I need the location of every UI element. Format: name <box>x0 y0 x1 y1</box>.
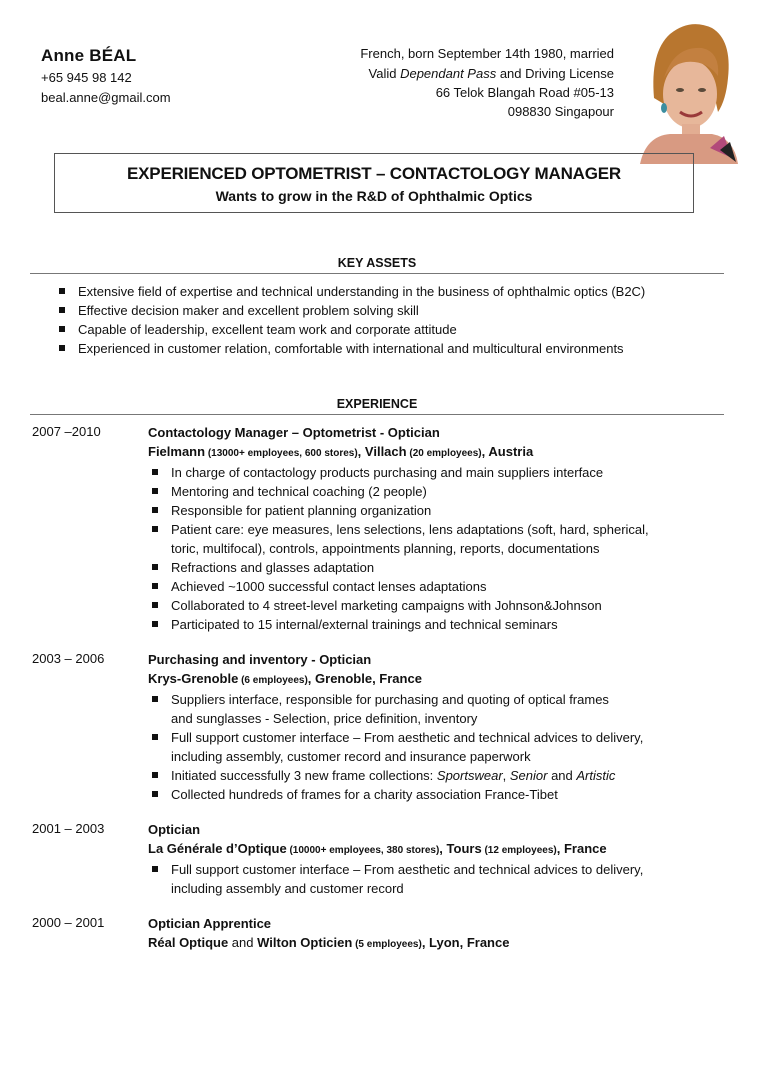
bullet-square-icon <box>59 326 65 332</box>
pass-license-line: Valid Dependant Pass and Driving License <box>368 66 614 81</box>
address-line-1: 66 Telok Blangah Road #05-13 <box>435 85 614 100</box>
list-item: Collected hundreds of frames for a charity association France-Tibet <box>171 785 643 804</box>
job-entry <box>148 820 643 898</box>
bullet-square-icon <box>59 288 65 294</box>
list-item: In charge of contactology products purchasing and main suppliers interface <box>171 463 649 482</box>
headline-box <box>54 153 694 213</box>
bullet-square-icon <box>152 772 158 778</box>
job-title: Contactology Manager – Optometrist - Optician <box>148 425 440 440</box>
bullet-square-icon <box>152 564 158 570</box>
address-line-2: 098830 Singapour <box>507 104 614 119</box>
job-employer: La Générale d’Optique (10000+ employees, 380 stores), Tours (12 employees), France <box>148 841 607 856</box>
bullet-square-icon <box>59 307 65 313</box>
job-duties <box>171 463 649 634</box>
profile-photo <box>640 12 738 164</box>
bullet-square-icon <box>152 507 158 513</box>
headline-subtitle: Wants to grow in the R&D of Ophthalmic Optics <box>215 188 533 204</box>
pass-type: Dependant Pass <box>400 66 497 81</box>
bullet-square-icon <box>152 791 158 797</box>
job-title: Optician <box>148 822 201 837</box>
job-dates: 2007 –2010 <box>32 424 101 439</box>
experience-heading: EXPERIENCE <box>336 397 418 411</box>
job-entry <box>148 914 509 954</box>
list-item: Mentoring and technical coaching (2 people) <box>171 482 649 501</box>
job-dates: 2003 – 2006 <box>32 651 105 666</box>
key-assets-divider <box>30 273 724 274</box>
list-item: Achieved ~1000 successful contact lenses adaptations <box>171 577 649 596</box>
list-item: Patient care: eye measures, lens selections, lens adaptations (soft, hard, spherical, <box>171 520 649 539</box>
job-employer: Krys-Grenoble (6 employees), Grenoble, France <box>148 671 422 686</box>
bullet-square-icon <box>152 488 158 494</box>
list-item-continuation: toric, multifocal), controls, appointments planning, reports, documentations <box>171 541 600 556</box>
email-address: beal.anne@gmail.com <box>41 90 171 105</box>
list-item: Full support customer interface – From aesthetic and technical advices to delivery, <box>171 860 643 879</box>
list-item: Collaborated to 4 street-level marketing campaigns with Johnson&Johnson <box>171 596 649 615</box>
job-duties <box>171 690 643 804</box>
job-title: Purchasing and inventory - Optician <box>148 652 372 667</box>
bullet-square-icon <box>152 526 158 532</box>
list-item: Initiated successfully 3 new frame collections: Sportswear, Senior and Artistic <box>171 766 643 785</box>
candidate-name: Anne BÉAL <box>41 46 137 65</box>
list-item: Extensive field of expertise and technical understanding in the business of ophthalmic optics (B2C) <box>78 282 645 301</box>
job-duties <box>171 860 643 898</box>
key-assets-list <box>78 282 645 358</box>
personal-info-line: French, born September 14th 1980, married <box>360 46 614 61</box>
bullet-square-icon <box>152 469 158 475</box>
list-item-continuation: including assembly and customer record <box>171 881 404 896</box>
job-dates: 2001 – 2003 <box>32 821 105 836</box>
bullet-square-icon <box>152 602 158 608</box>
list-item: Participated to 15 internal/external trainings and technical seminars <box>171 615 649 634</box>
job-title: Optician Apprentice <box>148 916 272 931</box>
list-item: Refractions and glasses adaptation <box>171 558 649 577</box>
job-employer: Réal Optique and Wilton Opticien (5 employees), Lyon, France <box>148 935 510 950</box>
bullet-square-icon <box>152 621 158 627</box>
list-item: Effective decision maker and excellent problem solving skill <box>78 301 645 320</box>
list-item: Experienced in customer relation, comfortable with international and multicultural environments <box>78 339 645 358</box>
list-item-continuation: and sunglasses - Selection, price definition, inventory <box>171 711 478 726</box>
bullet-square-icon <box>152 583 158 589</box>
job-entry <box>148 650 643 804</box>
job-entry <box>148 423 649 634</box>
headline-title: EXPERIENCED OPTOMETRIST – CONTACTOLOGY MANAGER <box>127 164 621 183</box>
list-item: Responsible for patient planning organization <box>171 501 649 520</box>
key-assets-heading: KEY ASSETS <box>337 256 417 270</box>
list-item: Capable of leadership, excellent team work and corporate attitude <box>78 320 645 339</box>
phone-number: +65 945 98 142 <box>41 70 132 85</box>
list-item: Full support customer interface – From aesthetic and technical advices to delivery, <box>171 728 643 747</box>
job-employer: Fielmann (13000+ employees, 600 stores), Villach (20 employees), Austria <box>148 444 534 459</box>
experience-divider <box>30 414 724 415</box>
bullet-square-icon <box>59 345 65 351</box>
bullet-square-icon <box>152 696 158 702</box>
bullet-square-icon <box>152 866 158 872</box>
job-dates: 2000 – 2001 <box>32 915 105 930</box>
bullet-square-icon <box>152 734 158 740</box>
list-item: Suppliers interface, responsible for purchasing and quoting of optical frames <box>171 690 643 709</box>
list-item-continuation: including assembly, customer record and insurance paperwork <box>171 749 531 764</box>
